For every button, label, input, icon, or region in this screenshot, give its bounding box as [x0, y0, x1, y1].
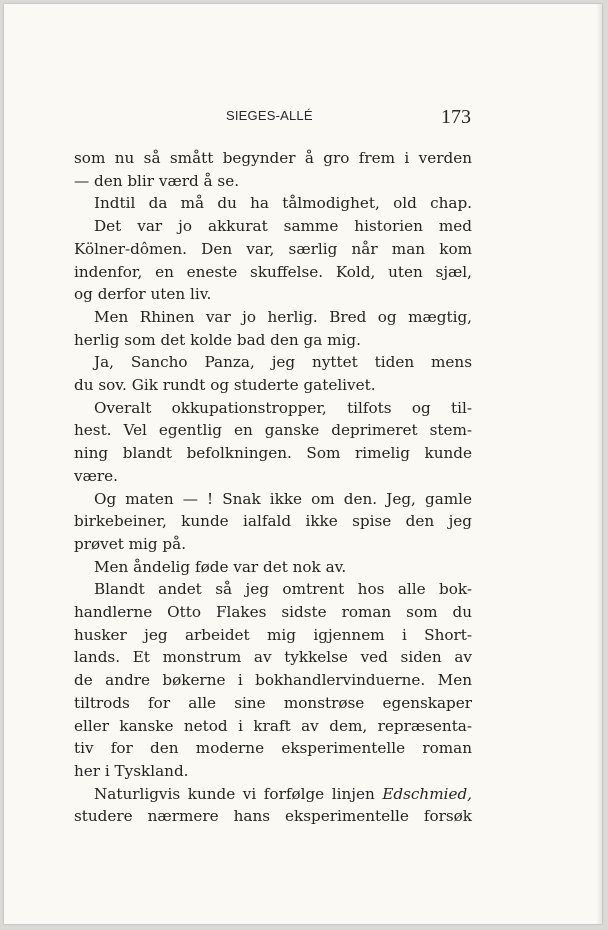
text-line — [74, 374, 472, 397]
text-line — [74, 624, 472, 647]
text-line-content: hest. Vel egentlig en ganske deprimeret stem- — [74, 421, 472, 440]
text-line-content: husker jeg arbeidet mig igjennem i Short- — [74, 625, 472, 644]
text-line — [74, 442, 472, 465]
text-line — [74, 556, 472, 579]
text-line-content: Men åndelig føde var det nok av. — [94, 557, 347, 576]
text-line-content: — den blir værd å se. — [74, 171, 240, 190]
text-line-content: studere nærmere hans eksperimentelle forsøk — [74, 807, 472, 826]
text-line — [74, 283, 472, 306]
text-line — [74, 397, 472, 420]
text-line — [74, 238, 472, 261]
text-line — [74, 578, 472, 601]
text-line-content: du sov. Gik rundt og studerte gatelivet. — [74, 376, 376, 395]
text-line-content: indenfor, en eneste skuffelse. Kold, uten sjæl, — [74, 262, 472, 281]
text-line-content: tiv for den moderne eksperimentelle roman — [74, 739, 472, 758]
text-line-content: være. — [74, 466, 118, 485]
text-line-content: Og maten — ! Snak ikke om den. Jeg, gamle — [94, 489, 472, 508]
text-line — [74, 601, 472, 624]
text-line-content: her i Tyskland. — [74, 761, 189, 780]
page-number: 173 — [441, 106, 471, 128]
text-line-content: tiltrods for alle sine monstrøse egenskaper — [74, 693, 472, 712]
text-line — [74, 692, 472, 715]
text-line — [74, 261, 472, 284]
italic-name: Edschmied, — [382, 784, 472, 803]
text-line-content: Naturligvis kunde vi forfølge linjen — [94, 784, 383, 803]
text-line — [74, 351, 472, 374]
body-text — [74, 147, 472, 828]
text-line — [74, 170, 472, 193]
text-line-content: Blandt andet så jeg omtrent hos alle bok- — [94, 580, 472, 599]
text-line-content: eller kanske netod i kraft av dem, repræsenta- — [74, 716, 472, 735]
text-line-content: Men Rhinen var jo herlig. Bred og mægtig, — [94, 307, 472, 326]
text-line-content: herlig som det kolde bad den ga mig. — [74, 330, 361, 349]
text-line-content: Kölner-dômen. Den var, særlig når man kom — [74, 239, 472, 258]
text-line — [74, 760, 472, 783]
text-line-content: Det var jo akkurat samme historien med — [94, 217, 472, 236]
text-line-content: birkebeiner, kunde ialfald ikke spise den jeg — [74, 512, 472, 531]
text-line-content: Indtil da må du ha tålmodighet, old chap. — [94, 194, 472, 213]
text-line — [74, 510, 472, 533]
text-line-content: som nu så smått begynder å gro frem i verden — [74, 149, 472, 167]
text-line — [74, 646, 472, 669]
text-line — [74, 147, 472, 170]
text-line — [74, 488, 472, 511]
running-title: SIEGES-ALLÉ — [226, 108, 313, 123]
text-line — [74, 669, 472, 692]
text-line-content: og derfor uten liv. — [74, 285, 212, 304]
text-line-content: prøvet mig på. — [74, 534, 187, 553]
text-line — [74, 329, 472, 352]
text-line — [74, 737, 472, 760]
text-line-content: handlerne Otto Flakes sidste roman som du — [74, 603, 472, 622]
text-line — [74, 465, 472, 488]
book-page — [4, 4, 602, 924]
text-line — [74, 805, 472, 828]
text-line — [74, 419, 472, 442]
text-line-content: Overalt okkupationstropper, tilfots og til- — [94, 398, 472, 417]
text-line-content: de andre bøkerne i bokhandlervinduerne. Men — [74, 671, 472, 690]
text-line — [74, 783, 472, 806]
running-head — [4, 104, 602, 134]
text-line — [74, 533, 472, 556]
text-line-content: ning blandt befolkningen. Som rimelig kunde — [74, 444, 472, 463]
text-line — [74, 306, 472, 329]
text-line-content: lands. Et monstrum av tykkelse ved siden av — [74, 648, 472, 667]
text-line-content: Ja, Sancho Panza, jeg nyttet tiden mens — [94, 353, 472, 372]
text-line — [74, 215, 472, 238]
text-line — [74, 715, 472, 738]
text-line — [74, 192, 472, 215]
